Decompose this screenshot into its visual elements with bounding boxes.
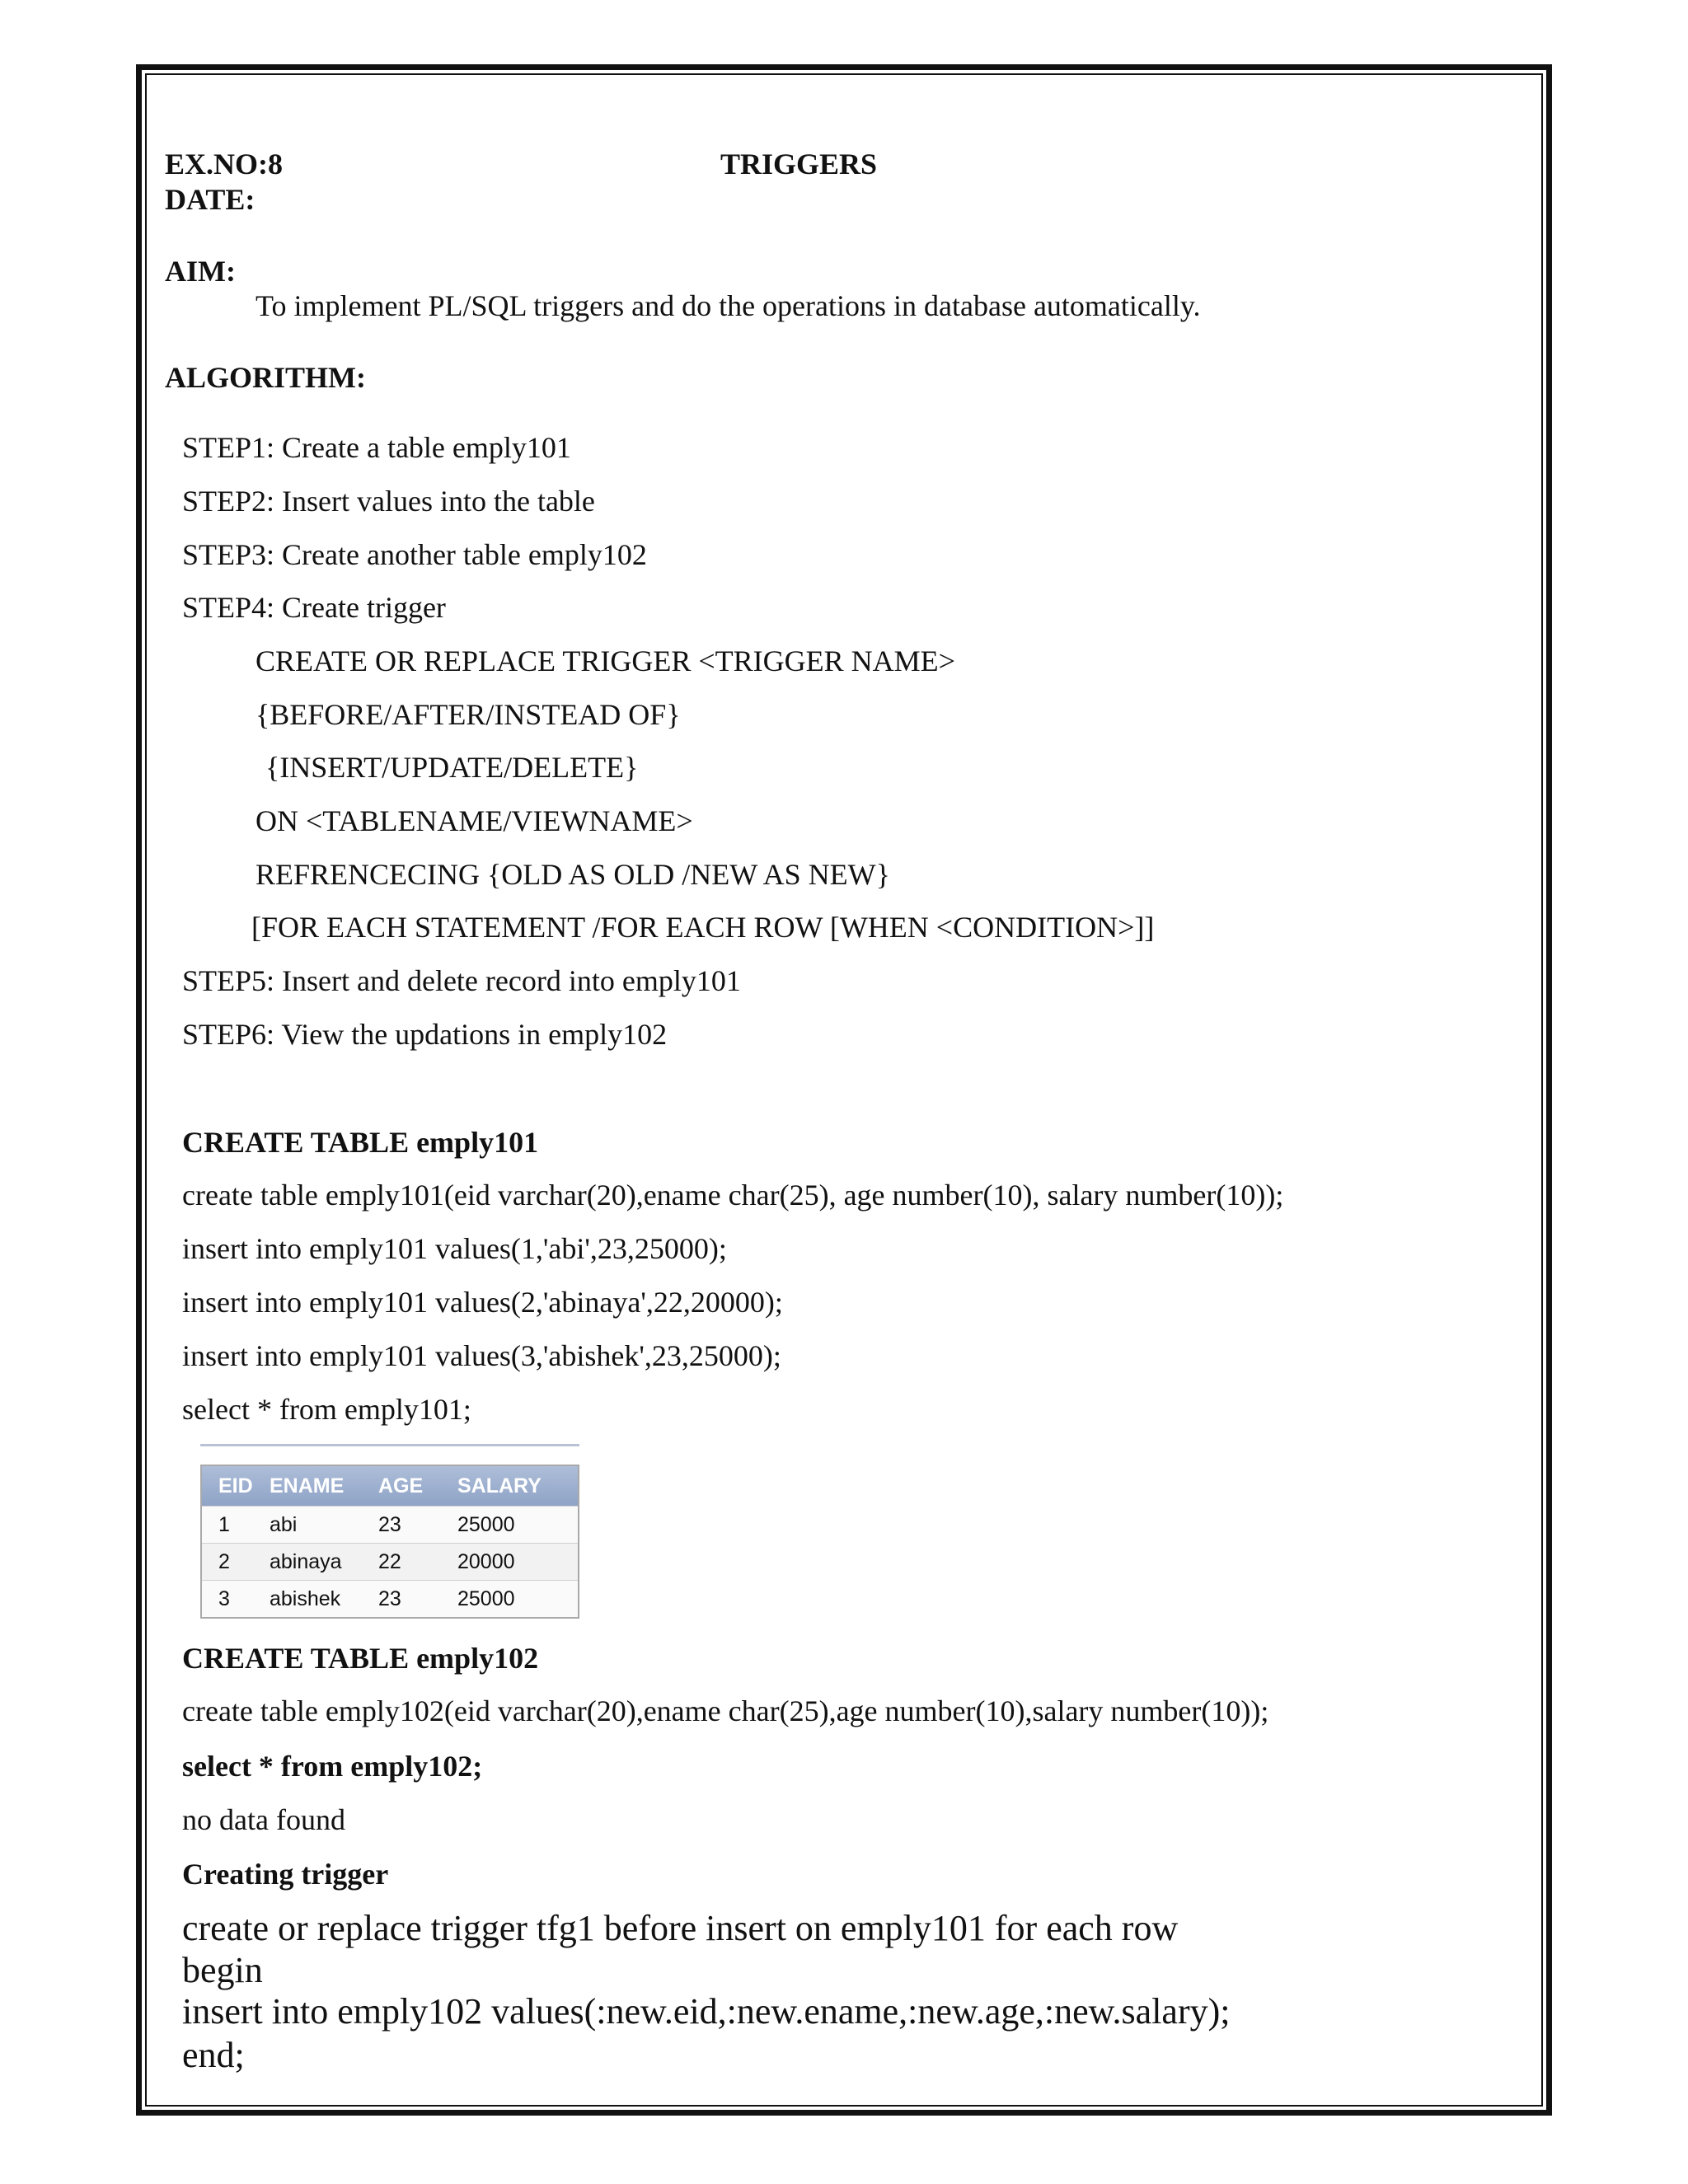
- step-6: STEP6: View the updations in emply102: [182, 1018, 668, 1051]
- code-line: create table emply102(eid varchar(20),ename char(25),age number(10),salary number(10));: [182, 1694, 1269, 1727]
- table-cell: abishek: [270, 1586, 341, 1610]
- table-cell: 1: [218, 1512, 230, 1536]
- code-line: select * from emply101;: [182, 1393, 471, 1426]
- table-row: [202, 1506, 578, 1543]
- section-heading-emply101: CREATE TABLE emply101: [182, 1126, 539, 1159]
- table-cell: 22: [378, 1549, 401, 1573]
- syntax-line-3: {INSERT/UPDATE/DELETE}: [265, 751, 639, 784]
- step-5: STEP5: Insert and delete record into emply101: [182, 964, 741, 997]
- syntax-line-5: REFRENCECING {OLD AS OLD /NEW AS NEW}: [256, 858, 890, 891]
- code-line: insert into emply101 values(1,'abi',23,25000);: [182, 1232, 727, 1265]
- step-2: STEP2: Insert values into the table: [182, 485, 595, 518]
- table-cell: 3: [218, 1586, 230, 1610]
- table-body: [200, 1465, 579, 1619]
- table-cell: 23: [378, 1512, 401, 1536]
- table-cell: abi: [270, 1512, 298, 1536]
- table-row: [202, 1580, 578, 1617]
- table-row: [202, 1543, 578, 1580]
- section-heading-emply102: CREATE TABLE emply102: [182, 1642, 539, 1675]
- column-header: ENAME: [270, 1474, 345, 1497]
- table-top-rule: [200, 1444, 579, 1446]
- table-cell: 25000: [457, 1586, 515, 1610]
- query-result: no data found: [182, 1803, 345, 1836]
- table-cell: 20000: [457, 1549, 515, 1573]
- aim-text: To implement PL/SQL triggers and do the operations in database automatically.: [256, 289, 1201, 322]
- result-table: [200, 1444, 579, 1619]
- select-statement: select * from emply102;: [182, 1750, 483, 1783]
- aim-heading: AIM:: [165, 255, 236, 288]
- step-3: STEP3: Create another table emply102: [182, 538, 647, 571]
- step-1: STEP1: Create a table emply101: [182, 431, 571, 464]
- syntax-line-1: CREATE OR REPLACE TRIGGER <TRIGGER NAME>: [256, 644, 955, 677]
- code-line: insert into emply101 values(2,'abinaya',22,20000);: [182, 1286, 783, 1319]
- trigger-code-line: end;: [182, 2035, 245, 2075]
- algorithm-heading: ALGORITHM:: [165, 361, 367, 394]
- table-cell: 25000: [457, 1512, 515, 1536]
- table-cell: 23: [378, 1586, 401, 1610]
- step-4: STEP4: Create trigger: [182, 591, 446, 624]
- table-cell: 2: [218, 1549, 230, 1573]
- trigger-code-line: insert into emply102 values(:new.eid,:new.ename,:new.age,:new.salary);: [182, 1991, 1231, 2032]
- date-label: DATE:: [165, 183, 256, 216]
- column-header: SALARY: [457, 1474, 542, 1497]
- syntax-line-4: ON <TABLENAME/VIEWNAME>: [256, 804, 693, 837]
- trigger-heading: Creating trigger: [182, 1858, 389, 1891]
- table-header-row: [202, 1466, 578, 1506]
- trigger-code-line: begin: [182, 1950, 263, 1990]
- trigger-code-line: create or replace trigger tfg1 before insert on emply101 for each row: [182, 1908, 1179, 1948]
- page-title: TRIGGERS: [720, 148, 878, 180]
- column-header: EID: [218, 1474, 253, 1497]
- code-line: create table emply101(eid varchar(20),ename char(25), age number(10), salary number(10));: [182, 1179, 1284, 1212]
- syntax-line-6: [FOR EACH STATEMENT /FOR EACH ROW [WHEN <CONDITION>]]: [251, 911, 1155, 944]
- table-cell: abinaya: [270, 1549, 342, 1573]
- column-header: AGE: [378, 1474, 424, 1497]
- code-line: insert into emply101 values(3,'abishek',23,25000);: [182, 1339, 781, 1372]
- syntax-line-2: {BEFORE/AFTER/INSTEAD OF}: [256, 698, 681, 731]
- exercise-number: EX.NO:8: [165, 148, 283, 180]
